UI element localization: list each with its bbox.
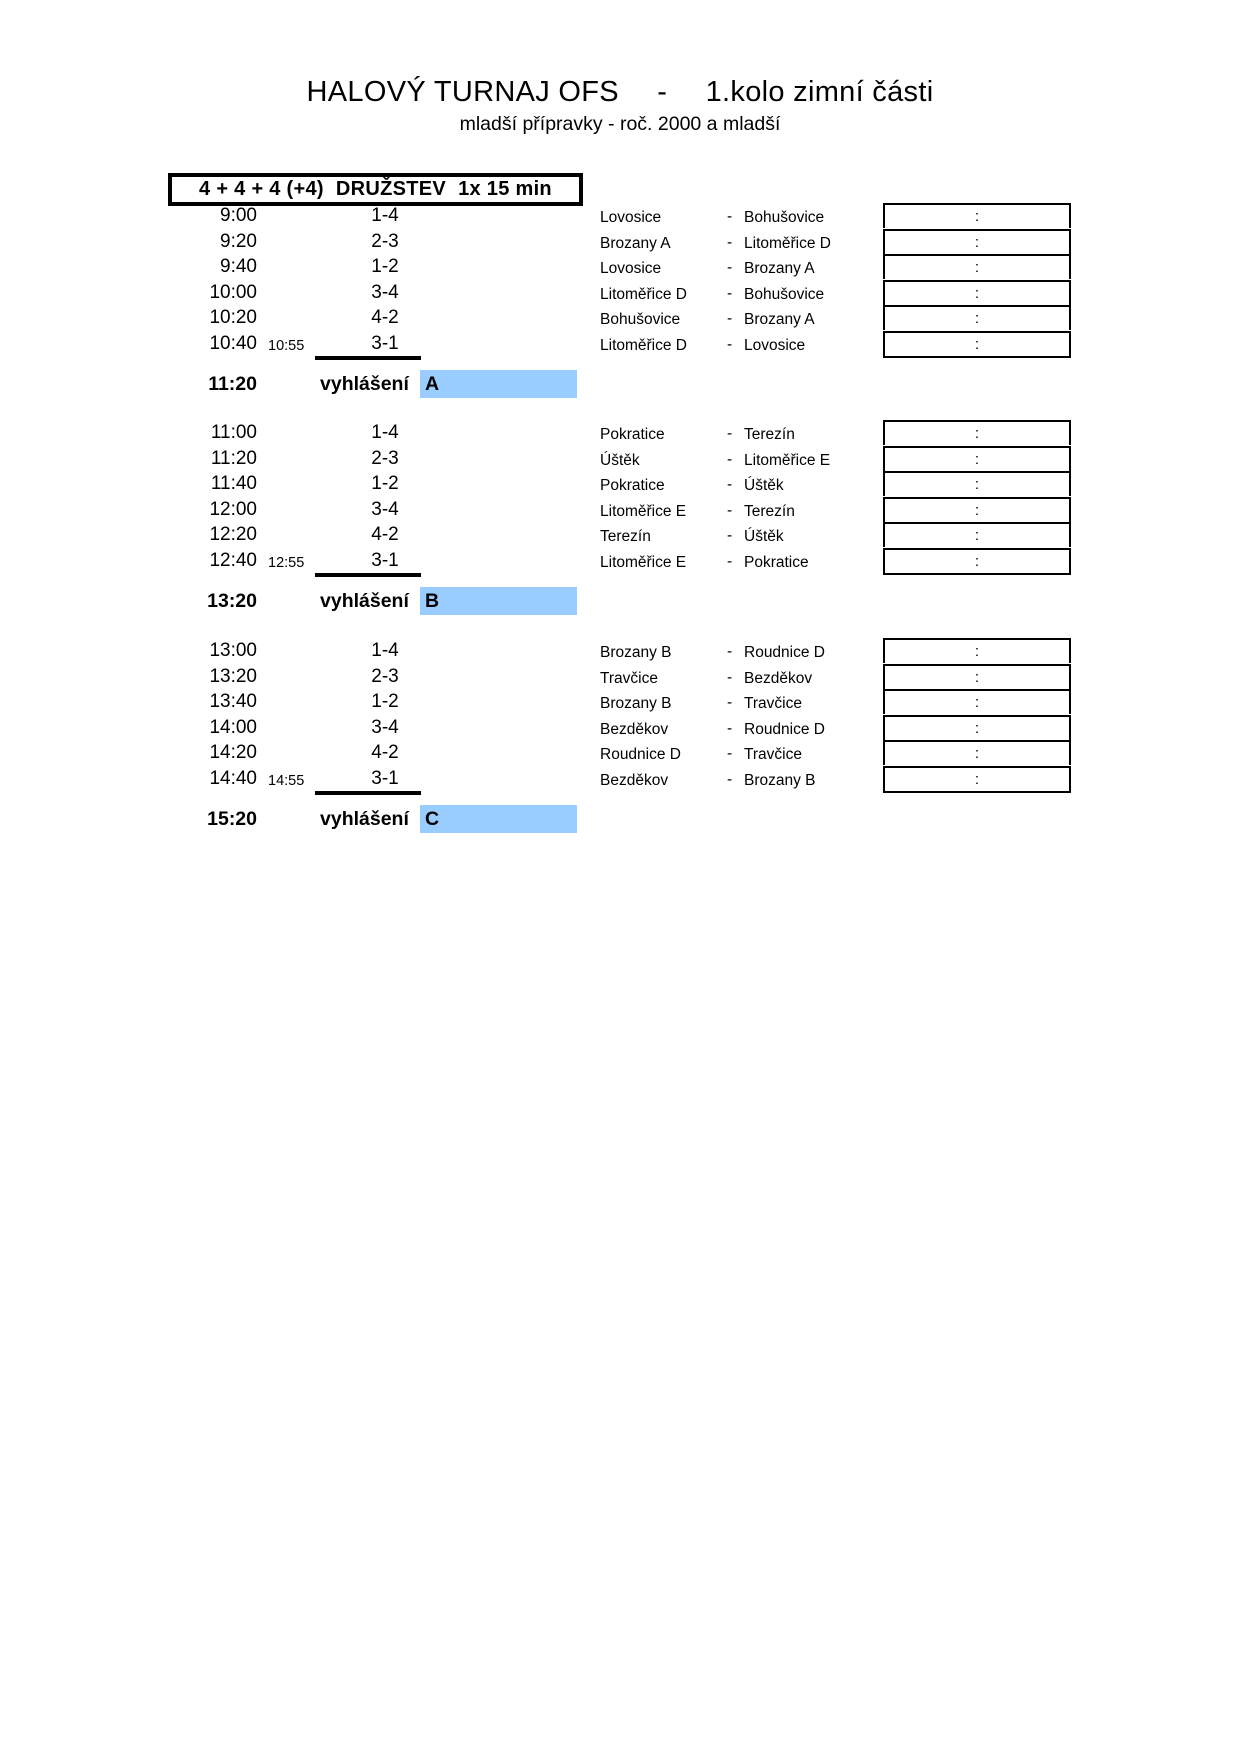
away-team: Travčice [744,746,802,764]
away-team: Bezděkov [744,669,813,687]
match-row [0,280,1240,306]
score-field[interactable]: : [883,497,1071,522]
match-pairing: 4-2 [371,742,399,764]
match-time: 12:00 [209,498,257,520]
match-time: 9:20 [220,230,257,252]
match-pairing: 1-2 [371,256,399,278]
match-pairing: 4-2 [371,307,399,329]
score-field[interactable]: : [883,305,1071,330]
away-team: Terezín [744,502,795,520]
match-end-time: 14:55 [268,773,305,789]
match-pairing: 3-1 [371,768,399,789]
away-team: Pokratice [744,554,809,571]
score-field[interactable]: : [883,280,1071,305]
home-team: Roudnice D [600,746,681,764]
match-pairing: 4-2 [371,524,399,546]
match-row [0,203,1240,229]
team-separator: - [727,643,733,660]
match-row [0,766,1240,792]
team-separator: - [727,233,733,251]
match-time: 10:40 [209,333,257,354]
match-pairing: 3-4 [371,716,399,738]
match-row [0,471,1240,497]
award-group-badge: C [420,805,577,833]
score-field[interactable]: : [883,548,1071,575]
group-underline [315,356,421,360]
home-team: Travčice [600,669,658,687]
away-team: Roudnice D [744,720,825,738]
group-underline [315,791,421,795]
match-time: 9:40 [220,256,257,278]
match-time: 13:40 [209,691,257,713]
team-separator: - [727,553,733,570]
title-part-2: 1.kolo zimní části [705,76,934,108]
match-time: 12:40 [209,550,257,571]
score-field[interactable]: : [883,203,1071,228]
score-field[interactable]: : [883,446,1071,471]
award-row [0,587,1240,615]
match-end-time: 10:55 [268,338,305,354]
match-row [0,548,1240,574]
match-pairing: 2-3 [371,230,399,252]
match-time: 11:40 [210,473,257,495]
away-team: Travčice [744,695,802,713]
home-team: Pokratice [600,477,665,495]
score-field[interactable]: : [883,740,1071,765]
team-separator: - [727,501,733,519]
format-teams-label: DRUŽSTEV [335,178,447,200]
home-team: Litoměřice E [600,502,687,520]
document-title [0,76,1240,109]
score-field[interactable]: : [883,420,1071,445]
match-end-time: 12:55 [268,555,305,571]
home-team: Brozany B [600,644,672,661]
award-row [0,805,1240,833]
format-header-box [168,173,583,206]
away-team: Úštěk [744,528,784,546]
format-formula: 4 + 4 + 4 (+4) [199,178,324,200]
team-separator: - [727,336,733,353]
match-row [0,522,1240,548]
award-row [0,370,1240,398]
away-team: Brozany A [744,311,815,329]
team-separator: - [727,450,733,468]
award-group-badge: A [420,370,577,398]
home-team: Brozany B [600,695,672,713]
away-team: Úštěk [744,477,784,495]
match-time: 10:00 [209,281,257,303]
match-pairing: 1-4 [371,640,399,661]
match-time: 14:00 [209,716,257,738]
match-pairing: 1-4 [371,205,399,226]
away-team: Brozany B [744,772,816,789]
team-separator: - [727,284,733,302]
match-row [0,331,1240,357]
away-team: Brozany A [744,260,815,278]
away-team: Lovosice [744,337,806,354]
score-field[interactable]: : [883,638,1071,663]
home-team: Lovosice [600,260,662,278]
score-field[interactable]: : [883,664,1071,689]
away-team: Litoměřice E [744,451,831,469]
award-time: 11:20 [208,372,257,395]
score-field[interactable]: : [883,331,1071,358]
score-field[interactable]: : [883,689,1071,714]
match-time: 14:40 [209,768,257,789]
home-team: Litoměřice D [600,285,687,303]
away-team: Litoměřice D [744,234,831,252]
match-pairing: 2-3 [371,447,399,469]
match-row [0,446,1240,472]
match-time: 12:20 [209,524,257,546]
home-team: Litoměřice E [600,554,687,571]
team-separator: - [727,259,733,277]
match-row [0,229,1240,255]
team-separator: - [727,527,733,545]
team-separator: - [727,208,733,225]
match-time: 13:00 [209,640,257,661]
match-time: 14:20 [209,742,257,764]
score-field[interactable]: : [883,522,1071,547]
match-pairing: 3-4 [371,281,399,303]
match-pairing: 1-2 [371,473,399,495]
score-field[interactable]: : [883,715,1071,740]
away-team: Bohušovice [744,285,825,303]
home-team: Brozany A [600,234,671,252]
home-team: Lovosice [600,209,662,226]
score-field[interactable]: : [883,471,1071,496]
score-field[interactable]: : [883,766,1071,793]
award-group-badge: B [420,587,577,615]
match-pairing: 1-4 [371,422,399,443]
team-separator: - [727,694,733,712]
score-field[interactable]: : [883,254,1071,279]
match-pairing: 1-2 [371,691,399,713]
team-separator: - [727,745,733,763]
match-row [0,689,1240,715]
group-underline [315,573,421,577]
match-row [0,740,1240,766]
team-separator: - [727,668,733,686]
away-team: Terezín [744,426,795,443]
format-duration: 1x 15 min [458,178,552,200]
home-team: Úštěk [600,451,640,469]
home-team: Bohušovice [600,311,681,329]
title-separator: - [657,76,668,108]
match-pairing: 3-1 [371,550,399,571]
match-row [0,254,1240,280]
match-row [0,420,1240,446]
match-time: 11:20 [210,447,257,469]
team-separator: - [727,771,733,788]
away-team: Roudnice D [744,644,825,661]
away-team: Bohušovice [744,209,825,226]
match-time: 9:00 [220,205,257,226]
home-team: Pokratice [600,426,665,443]
award-time: 13:20 [207,589,257,612]
document-subtitle: mladší přípravky - roč. 2000 a mladší [459,113,781,135]
award-time: 15:20 [207,807,257,830]
match-time: 11:00 [210,422,257,443]
home-team: Bezděkov [600,772,669,789]
team-separator: - [727,476,733,494]
match-row [0,305,1240,331]
award-label: vyhlášení [320,372,409,395]
match-row [0,638,1240,664]
team-separator: - [727,719,733,737]
match-row [0,497,1240,523]
match-pairing: 3-1 [371,333,399,354]
match-pairing: 3-4 [371,498,399,520]
home-team: Litoměřice D [600,337,687,354]
score-field[interactable]: : [883,229,1071,254]
award-label: vyhlášení [320,589,409,612]
title-part-1: HALOVÝ TURNAJ OFS [306,76,619,108]
match-time: 10:20 [209,307,257,329]
home-team: Terezín [600,528,651,546]
match-row [0,664,1240,690]
team-separator: - [727,425,733,442]
home-team: Bezděkov [600,720,669,738]
match-time: 13:20 [209,665,257,687]
match-row [0,715,1240,741]
award-label: vyhlášení [320,807,409,830]
team-separator: - [727,310,733,328]
match-pairing: 2-3 [371,665,399,687]
